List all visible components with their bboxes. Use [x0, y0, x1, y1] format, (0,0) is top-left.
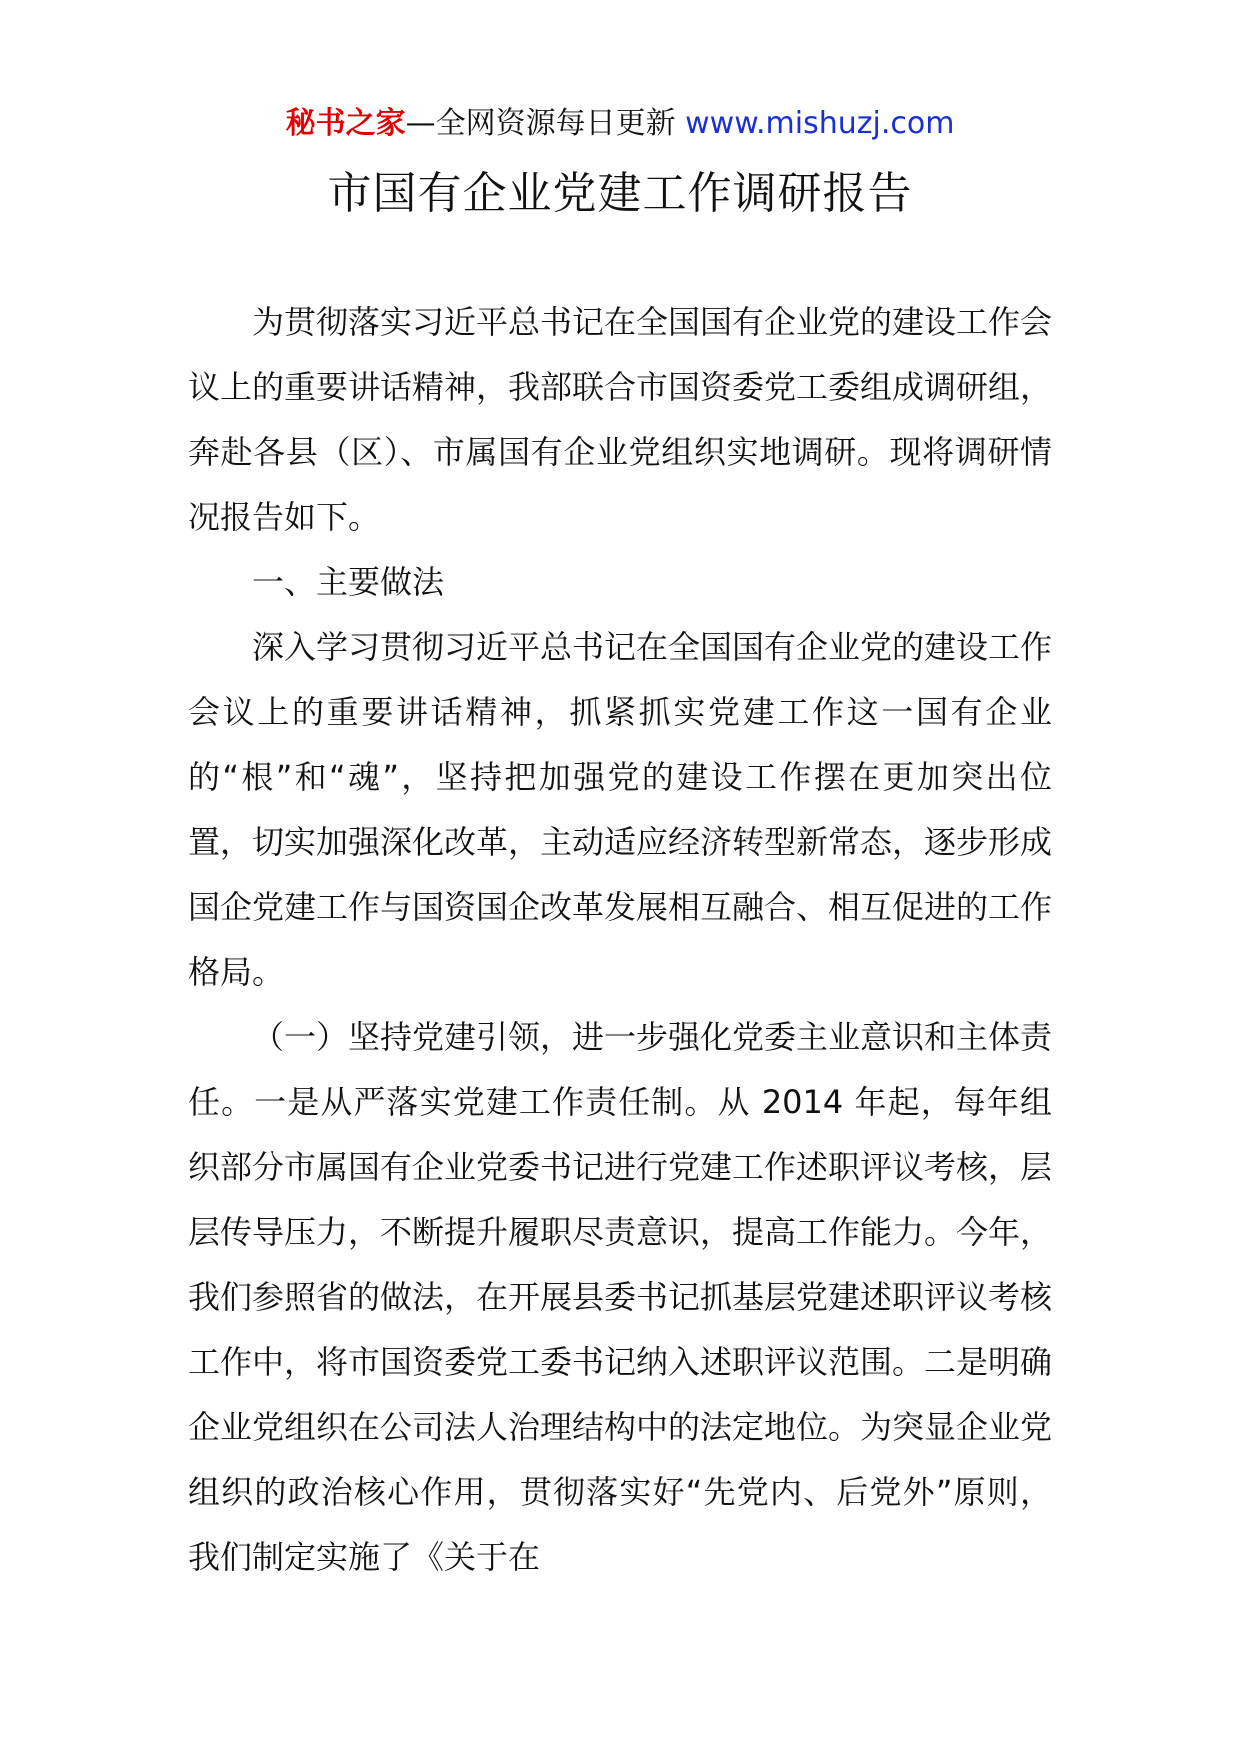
paragraph-subsection-1: （一）坚持党建引领，进一步强化党委主业意识和主体责任。一是从严落实党建工作责任制。从 2014 年起，每年组织部分市属国有企业党委书记进行党建工作述职评议考核，层层传导压力，不断提升履职尽责意识，提高工作能力。今年，我们参照省的做法，在开展县委书记抓基层党建述职评议考核工作中，将市国资委党工委书记纳入述职评议范围。二是明确企业党组织在公司法人治理结构中的法定地位。为突显企业党组织的政治核心作用，贯彻落实好“先党内、后党外”原则，我们制定实施了《关于在 — [188, 1018, 1053, 1576]
document-body — [188, 290, 1052, 1590]
site-tagline: —全网资源每日更新 — [405, 106, 686, 141]
brand-name: 秘书之家 — [285, 106, 406, 141]
site-banner — [0, 104, 1240, 144]
document-title: 市国有企业党建工作调研报告 — [327, 168, 913, 219]
paragraph-overview: 深入学习贯彻习近平总书记在全国国有企业党的建设工作会议上的重要讲话精神，抓紧抓实党建工作这一国有企业的“根”和“魂”，坚持把加强党的建设工作摆在更加突出位置，切实加强深化改革，主动适应经济转型新常态，逐步形成国企党建工作与国资国企改革发展相互融合、相互促进的工作格局。 — [188, 628, 1053, 991]
section-heading-main-practices: 一、主要做法 — [252, 563, 445, 601]
paragraph-intro: 为贯彻落实习近平总书记在全国国有企业党的建设工作会议上的重要讲话精神，我部联合市国资委党工委组成调研组，奔赴各县（区）、市属国有企业党组织实地调研。现将调研情况报告如下。 — [188, 303, 1053, 536]
site-url-link[interactable]: www.mishuzj.com — [685, 106, 955, 141]
